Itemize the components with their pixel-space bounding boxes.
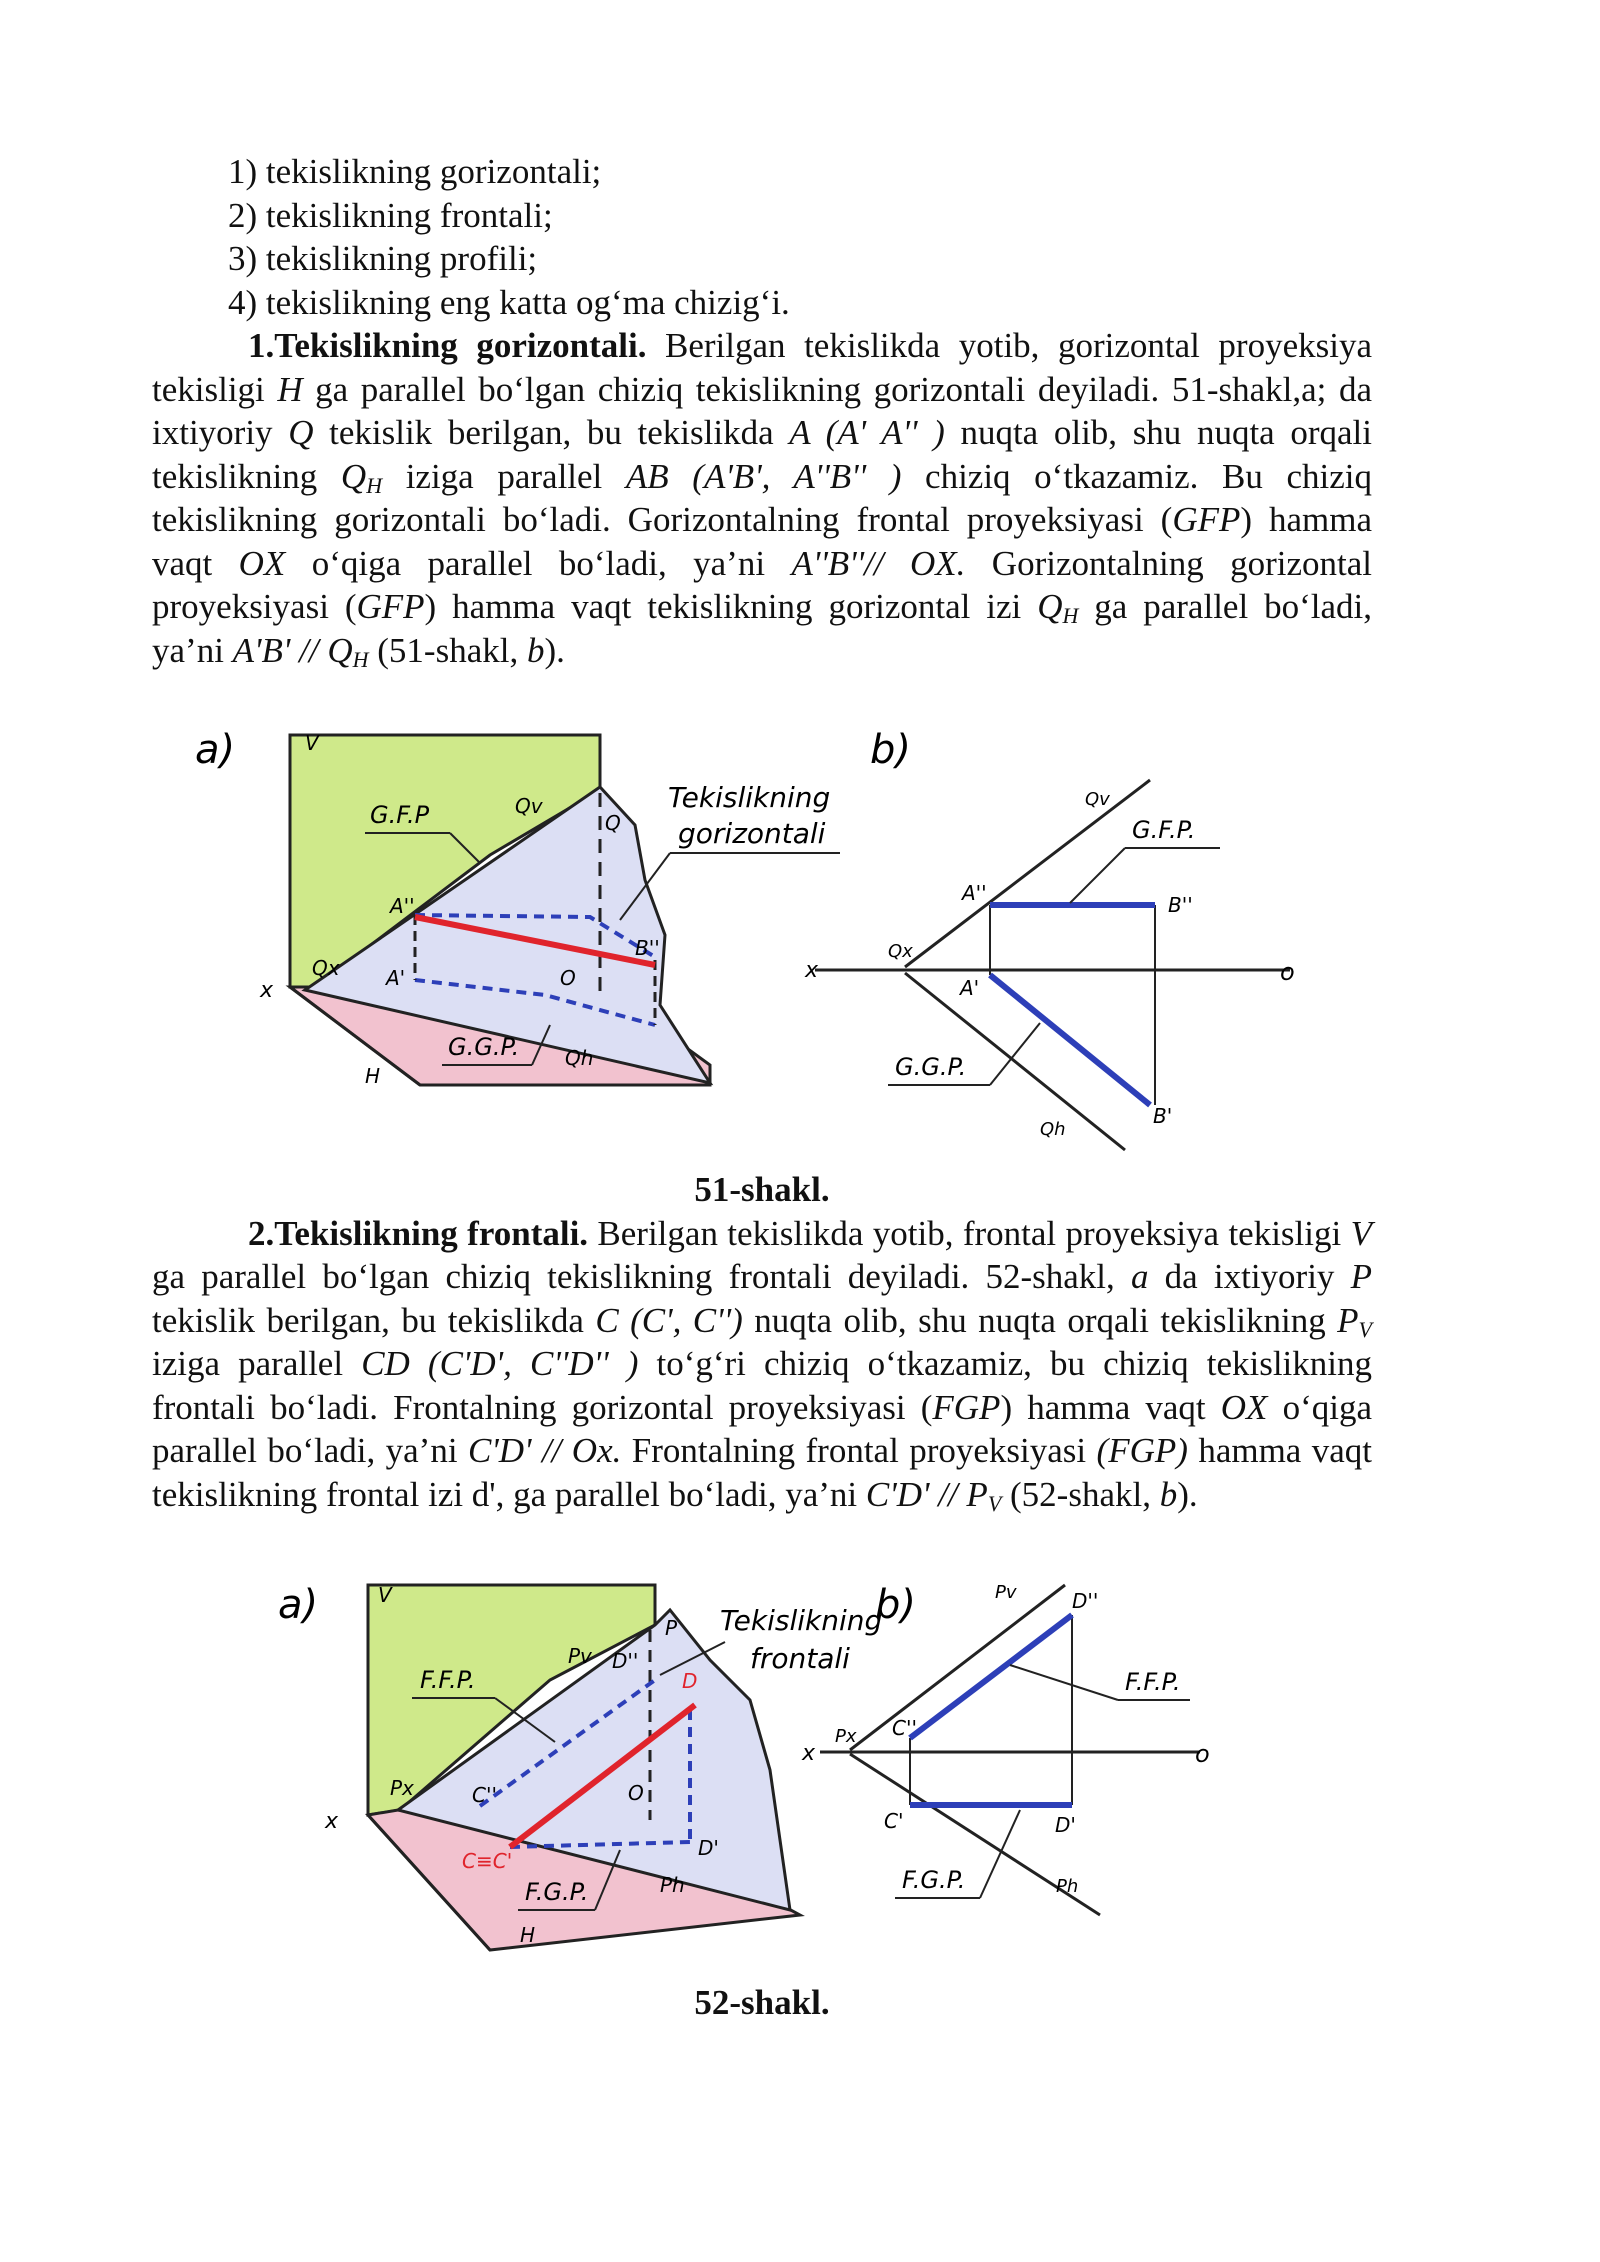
symbol: V	[1350, 1213, 1372, 1253]
label-gfp: G.F.P.	[1132, 816, 1196, 844]
text: to‘g‘ri chiziq o‘tkazamiz, bu chiziq tekislikning frontali bo‘ladi. Frontalning gorizontal proyeksiyasi (	[152, 1344, 1372, 1427]
label-b2: B''	[1168, 893, 1193, 917]
label-d2: D''	[1072, 1589, 1099, 1613]
text: nuqta olib, shu nuqta orqali tekislikning	[152, 413, 1372, 496]
section-heading: 2.Tekislikning frontali.	[248, 1213, 589, 1253]
symbol: CD (C'D', C''D'' )	[361, 1344, 639, 1383]
text: ) hamma vaqt	[152, 500, 1372, 583]
text: ).	[1177, 1474, 1198, 1514]
label-d1: D'	[698, 1836, 719, 1860]
text: chiziq o‘tkazamiz. Bu chiziq tekislikning gorizontali bo‘ladi. Gorizontalning frontal proyeksiyasi (	[152, 456, 1372, 539]
symbol: Q	[340, 456, 367, 496]
symbol: a	[1130, 1257, 1149, 1296]
fig52-b-label: b)	[875, 1582, 916, 1628]
symbol: Q	[288, 413, 314, 452]
symbol: C'D' // P	[865, 1474, 988, 1514]
symbol: b	[1159, 1474, 1178, 1514]
text: ) hamma vaqt	[1000, 1387, 1221, 1427]
text: iziga parallel	[382, 456, 626, 496]
fig52-a-label: a)	[278, 1582, 319, 1628]
label-pv: Pv	[995, 1582, 1017, 1603]
text: o‘qiga parallel bo‘ladi, ya’ni	[152, 1387, 1372, 1470]
text: nuqta olib, shu nuqta orqali tekislikning	[742, 1300, 1338, 1340]
symbol: C'D' // Ox.	[467, 1431, 622, 1470]
text: tekislik berilgan, bu tekislikda	[152, 1300, 596, 1340]
page-content	[152, 150, 1372, 672]
label-ffp: F.F.P.	[1125, 1668, 1181, 1696]
subscript: H	[366, 472, 383, 498]
text: (52-shakl,	[1001, 1474, 1160, 1514]
label-fgp: F.G.P.	[525, 1878, 589, 1906]
symbol: A'B' // Q	[232, 630, 353, 670]
label-ph: Ph	[1056, 1876, 1079, 1897]
callout-line1: Tekislikning	[668, 781, 831, 814]
label-ffp: F.F.P.	[420, 1666, 476, 1694]
label-qh: Qh	[565, 1046, 594, 1070]
text: ga parallel bo‘ladi, ya’ni	[152, 587, 1372, 670]
label-x: x	[805, 958, 819, 983]
leader	[1010, 1665, 1118, 1700]
symbol: C (C', C'')	[595, 1300, 743, 1340]
symbol: AB (A'B', A''B'' )	[625, 456, 902, 496]
label-a1: A'	[386, 966, 406, 990]
subscript: H	[352, 646, 369, 672]
symbol: A''B''// OX.	[791, 543, 966, 583]
label-gfp: G.F.P	[370, 801, 430, 829]
label-x: x	[802, 1741, 816, 1766]
label-px: Px	[390, 1776, 414, 1800]
label-c2: C''	[472, 1783, 497, 1807]
text: ga parallel bo‘lgan chiziq tekislikning frontali deyiladi. 52-shakl,	[152, 1257, 1131, 1296]
symbol: P	[1350, 1257, 1373, 1296]
list-item: 3) tekislikning profili;	[228, 239, 538, 278]
label-b1: B'	[1153, 1104, 1173, 1128]
label-qx: Qx	[312, 956, 340, 980]
leader	[1070, 848, 1125, 903]
text: Berilgan tekislikda yotib, frontal proyeksiya tekisligi	[588, 1213, 1351, 1253]
label-p: P	[665, 1616, 678, 1640]
list-item: 4) tekislikning eng katta og‘ma chizig‘i.	[228, 282, 790, 322]
fig51-a-label: a)	[195, 727, 236, 773]
section-heading: 1.Tekislikning gorizontali.	[248, 326, 647, 365]
list-item: 2) tekislikning frontali;	[228, 195, 553, 235]
fig51-b-label: b)	[870, 727, 911, 773]
text: da ixtiyoriy	[1148, 1257, 1351, 1296]
text: iziga parallel	[152, 1344, 362, 1383]
paragraph-horizontal	[152, 324, 1372, 672]
text: Berilgan tekislikda yotib, gorizontal proyeksiya tekisligi	[152, 326, 1372, 409]
label-c2: C''	[892, 1716, 917, 1740]
label-c1: C'	[884, 1809, 904, 1833]
label-x: x	[325, 1809, 339, 1834]
text: hamma vaqt tekislikning frontal izi d', ga parallel bo‘ladi, ya’ni	[152, 1431, 1372, 1514]
label-q: Q	[605, 811, 621, 835]
label-ph: Ph	[660, 1873, 685, 1897]
label-d: D	[682, 1669, 698, 1693]
label-o: o	[1280, 958, 1295, 986]
label-d1: D'	[1055, 1813, 1076, 1837]
text: (51-shakl,	[368, 630, 527, 670]
callout-line2: gorizontali	[678, 817, 826, 850]
subscript: V	[987, 1490, 1002, 1516]
text: o‘qiga parallel bo‘ladi, ya’ni	[285, 543, 792, 583]
symbol: H	[277, 369, 303, 409]
figure-caption: 51-shakl.	[694, 1170, 830, 1209]
label-a2: A''	[962, 881, 987, 905]
symbol: OX	[1220, 1387, 1268, 1427]
label-h: H	[520, 1923, 536, 1947]
trace-qv	[905, 780, 1150, 967]
text: tekislik berilgan, bu tekislikda	[313, 413, 790, 452]
label-o: o	[1195, 1740, 1210, 1768]
text: Frontalning frontal proyeksiyasi	[621, 1431, 1097, 1470]
list-item: 1) tekislikning gorizontali;	[228, 152, 602, 191]
symbol: b	[526, 630, 545, 670]
label-cc: C≡C'	[462, 1849, 513, 1873]
label-qv: Qv	[1085, 789, 1110, 810]
figure-52	[150, 1570, 1350, 1970]
figure-caption: 52-shakl.	[694, 1983, 830, 2022]
label-pv: Pv	[568, 1644, 592, 1668]
leader	[980, 1810, 1020, 1898]
symbol: (FGP)	[1096, 1431, 1188, 1470]
label-b2: B''	[635, 936, 660, 960]
symbol: Q	[1037, 587, 1063, 626]
label-v: V	[305, 731, 319, 755]
label-a2: A''	[390, 894, 415, 918]
callout-line1: Tekislikning	[720, 1604, 883, 1637]
symbol: GFP	[356, 587, 425, 626]
label-x: x	[260, 978, 274, 1003]
symbol: GFP	[1172, 500, 1241, 539]
label-ggp: G.G.P.	[895, 1053, 967, 1081]
label-o: O	[560, 966, 576, 990]
label-qx: Qx	[888, 941, 913, 962]
text: ).	[544, 630, 565, 670]
label-qv: Qv	[515, 794, 543, 818]
label-ggp: G.G.P.	[448, 1033, 520, 1061]
text: ga parallel bo‘lgan chiziq tekislikning gorizontali deyiladi. 51-shakl,a; da ixtiyoriy	[152, 369, 1372, 452]
text: Gorizontalning gorizontal proyeksiyasi (	[152, 543, 1372, 626]
symbol: P	[1337, 1300, 1359, 1340]
label-d2: D''	[612, 1649, 639, 1673]
paragraph-frontal	[152, 1212, 1372, 1517]
label-px: Px	[835, 1726, 857, 1747]
text: ) hamma vaqt tekislikning gorizontal izi	[424, 587, 1038, 626]
caption-51-block	[152, 1168, 1372, 1516]
ggp-line	[990, 975, 1150, 1105]
subscript: H	[1062, 603, 1079, 628]
symbol: A (A' A'' )	[789, 413, 945, 452]
symbol: FGP	[932, 1387, 1001, 1427]
label-h: H	[365, 1064, 381, 1088]
label-v: V	[378, 1583, 392, 1607]
symbol: OX	[238, 543, 286, 583]
label-o: O	[628, 1781, 644, 1805]
label-a1: A'	[960, 976, 980, 1000]
label-fgp: F.G.P.	[902, 1866, 966, 1894]
figure-51	[150, 705, 1350, 1155]
subscript: V	[1358, 1316, 1372, 1342]
label-qh: Qh	[1040, 1119, 1066, 1140]
callout-line2: frontali	[750, 1642, 850, 1675]
